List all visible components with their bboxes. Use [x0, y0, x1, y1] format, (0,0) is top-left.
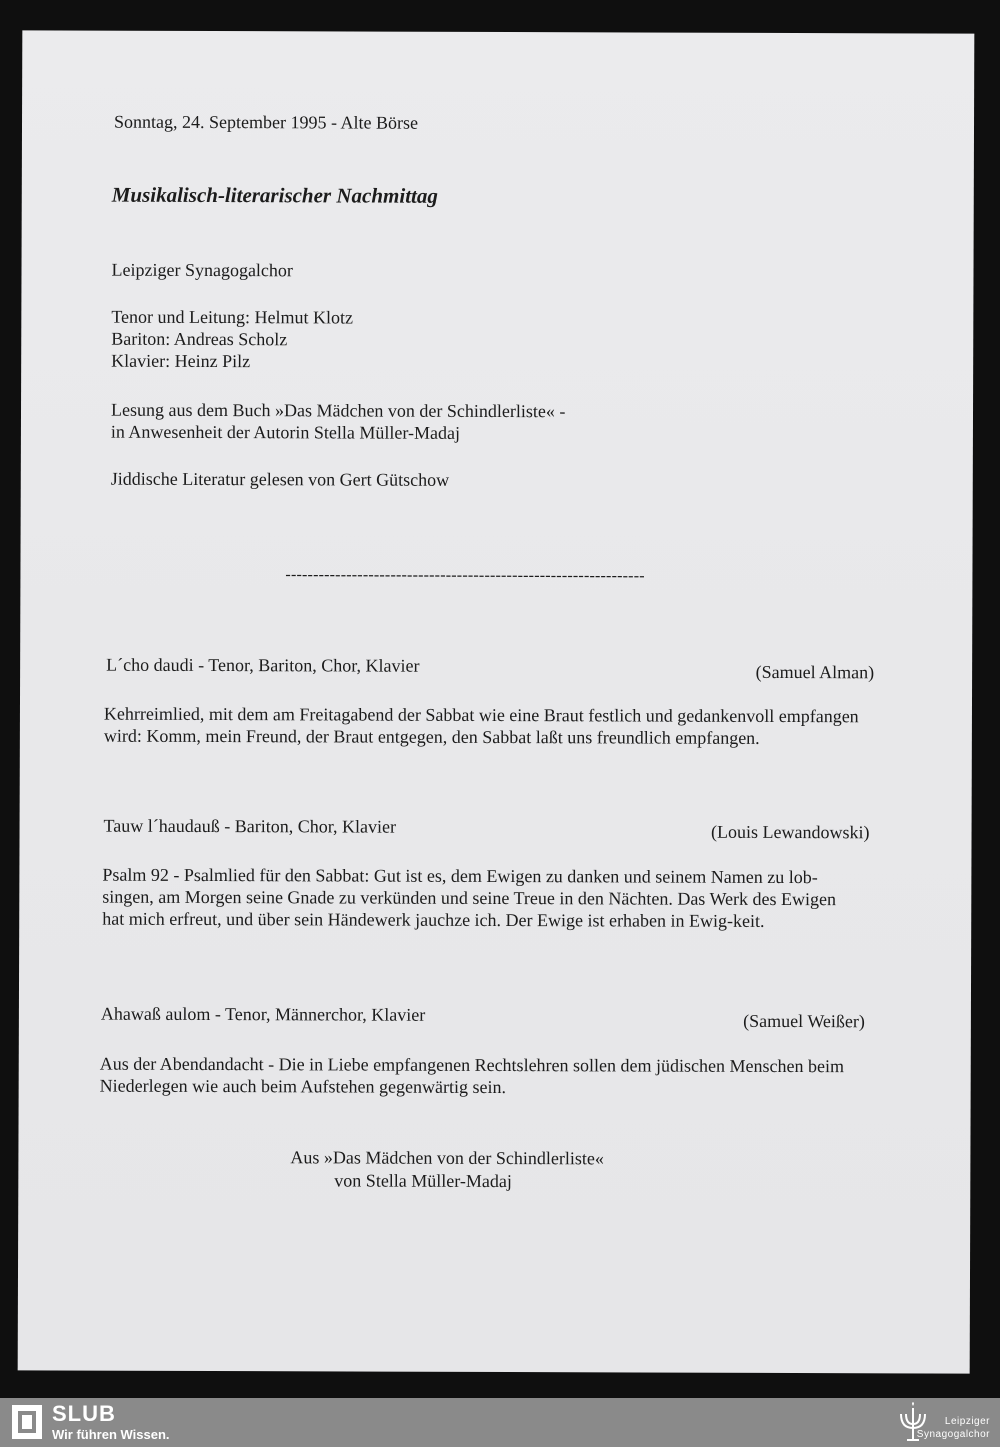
document-title: Musikalisch-literarischer Nachmittag	[111, 182, 438, 208]
program-item-1-title: L´cho daudi - Tenor, Bariton, Chor, Klavier	[106, 654, 420, 676]
closing-line-1: Aus »Das Mädchen von der Schindlerliste«	[290, 1147, 604, 1169]
bariton-line: Bariton: Andreas Scholz	[111, 328, 288, 350]
partner-name-line-2: Synagogalchor	[916, 1429, 990, 1440]
slub-logo-icon	[12, 1405, 42, 1439]
program-item-2-composer: (Louis Lewandowski)	[711, 821, 870, 843]
klavier-line: Klavier: Heinz Pilz	[111, 350, 251, 372]
program-item-3-composer: (Samuel Weißer)	[743, 1010, 865, 1032]
slub-brand-name: SLUB	[52, 1401, 116, 1426]
closing-line-2: von Stella Müller-Madaj	[334, 1170, 512, 1192]
program-item-3-description: Aus der Abendandacht - Die in Liebe empfangenen Rechtslehren sollen dem jüdischen Menschen beim Niederlegen wie auch beim Aufstehen gegenwärtig sein.	[99, 1053, 845, 1098]
reading-line-1: Lesung aus dem Buch »Das Mädchen von der Schindlerliste« -	[110, 399, 566, 422]
program-item-3-title: Ahawaß aulom - Tenor, Männerchor, Klavier	[100, 1003, 426, 1025]
partner-name-line-1: Leipziger	[944, 1416, 990, 1427]
slub-tagline: Wir führen Wissen.	[52, 1427, 170, 1442]
program-item-1-composer: (Samuel Alman)	[755, 661, 875, 683]
program-item-2-description: Psalm 92 - Psalmlied für den Sabbat: Gut ist es, dem Ewigen zu danken und seinem Namen zu lob-singen, am Morgen seine Gnade zu verkünden und seine Treue in den Nächten. Das Werk des Ewigen hat mich erfreut, und über sein Händewerk jauchze ich. Der Ewige ist erhaben in Ewig-keit.	[102, 864, 837, 931]
program-item-1-description: Kehrreimlied, mit dem am Freitagabend der Sabbat wie eine Braut festlich und gedankenvoll empfangen wird: Komm, mein Freund, der Braut entgegen, den Sabbat laßt uns freundlich empfangen.	[103, 703, 859, 748]
separator-line: -----------------------------------------------------------------	[285, 566, 645, 585]
date-line: Sonntag, 24. September 1995 - Alte Börse	[113, 111, 419, 133]
choir-name: Leipziger Synagogalchor	[111, 259, 293, 281]
footer-bar	[0, 1398, 1000, 1447]
reading-line-2: in Anwesenheit der Autorin Stella Müller-Madaj	[110, 421, 461, 443]
program-item-2-title: Tauw l´haudauß - Bariton, Chor, Klavier	[103, 815, 397, 837]
yiddish-literature-line: Jiddische Literatur gelesen von Gert Gütschow	[110, 468, 450, 490]
tenor-line: Tenor und Leitung: Helmut Klotz	[111, 306, 354, 328]
document-page	[18, 30, 975, 1373]
